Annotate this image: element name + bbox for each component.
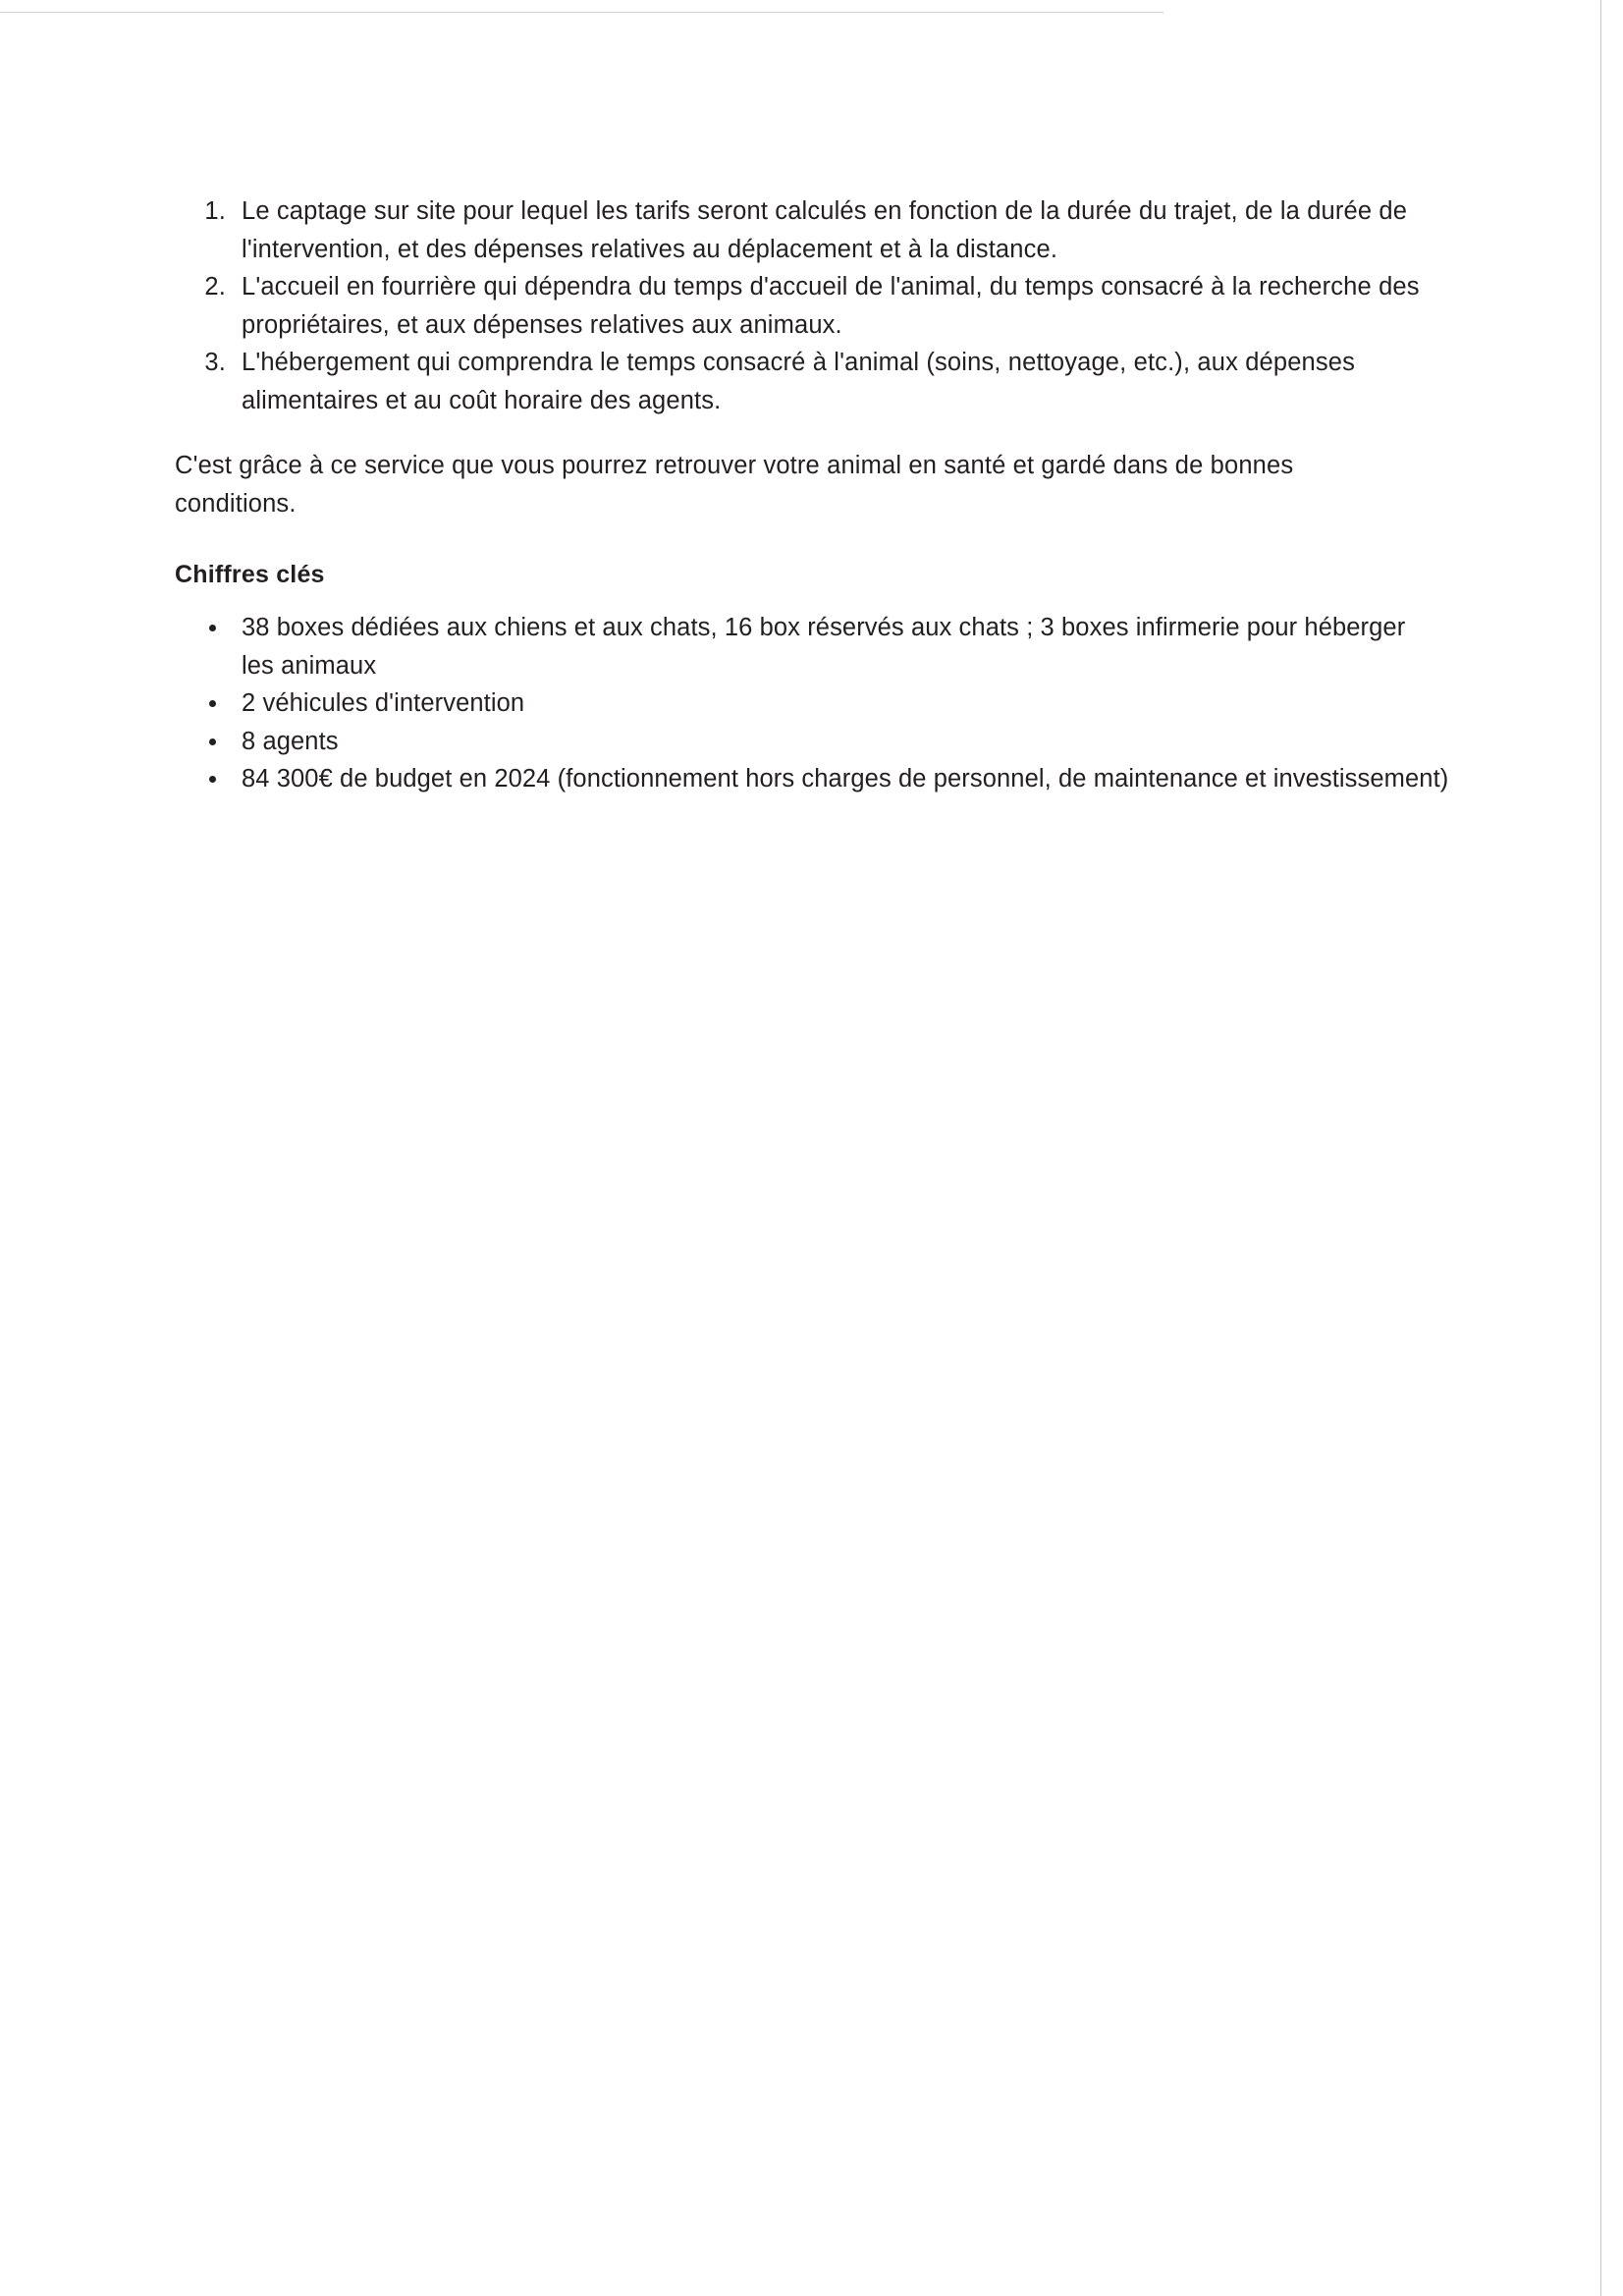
list-item-text: L'accueil en fourrière qui dépendra du temps d'accueil de l'animal, du temps consacré à la recherche des propriétaires, et aux dépenses relatives aux animaux. bbox=[242, 273, 1420, 339]
list-item bbox=[175, 192, 1422, 268]
bullet-icon bbox=[209, 700, 216, 707]
bullet-icon bbox=[209, 738, 216, 745]
list-item-number: 2. bbox=[204, 273, 226, 301]
bullet-icon bbox=[209, 625, 216, 631]
scan-edge-top bbox=[0, 12, 1163, 13]
list-item bbox=[175, 684, 1422, 723]
numbered-list bbox=[175, 192, 1422, 419]
list-item bbox=[175, 609, 1422, 684]
list-item-text: 84 300€ de budget en 2024 (fonctionnement hors charges de personnel, de maintenance et investissement) bbox=[242, 765, 1449, 793]
list-item-text: L'hébergement qui comprendra le temps consacré à l'animal (soins, nettoyage, etc.), aux dépenses alimentaires et au coût horaire des agents. bbox=[242, 349, 1356, 414]
key-figures-list bbox=[175, 609, 1449, 798]
section-heading: Chiffres clés bbox=[175, 561, 325, 588]
list-item-text: 8 agents bbox=[242, 727, 339, 755]
list-item bbox=[175, 760, 1454, 798]
list-item-text: 38 boxes dédiées aux chiens et aux chats, 16 box réservés aux chats ; 3 boxes infirmerie pour héberger les animaux bbox=[242, 614, 1406, 680]
list-item-number: 1. bbox=[204, 197, 226, 225]
list-item bbox=[175, 268, 1422, 344]
list-item-text: 2 véhicules d'intervention bbox=[242, 689, 525, 717]
document-body bbox=[175, 192, 1449, 798]
body-paragraph: C'est grâce à ce service que vous pourrez retrouver votre animal en santé et gardé dans de bonnes conditions. bbox=[175, 452, 1294, 518]
list-item-number: 3. bbox=[204, 349, 226, 376]
list-item-text: Le captage sur site pour lequel les tarifs seront calculés en fonction de la durée du trajet, de la durée de l'intervention, et des dépenses relatives au déplacement et à la distance. bbox=[242, 197, 1408, 263]
list-item bbox=[175, 344, 1422, 419]
bullet-icon bbox=[209, 776, 216, 783]
scan-edge-right bbox=[1600, 0, 1623, 2296]
list-item bbox=[175, 723, 1422, 761]
